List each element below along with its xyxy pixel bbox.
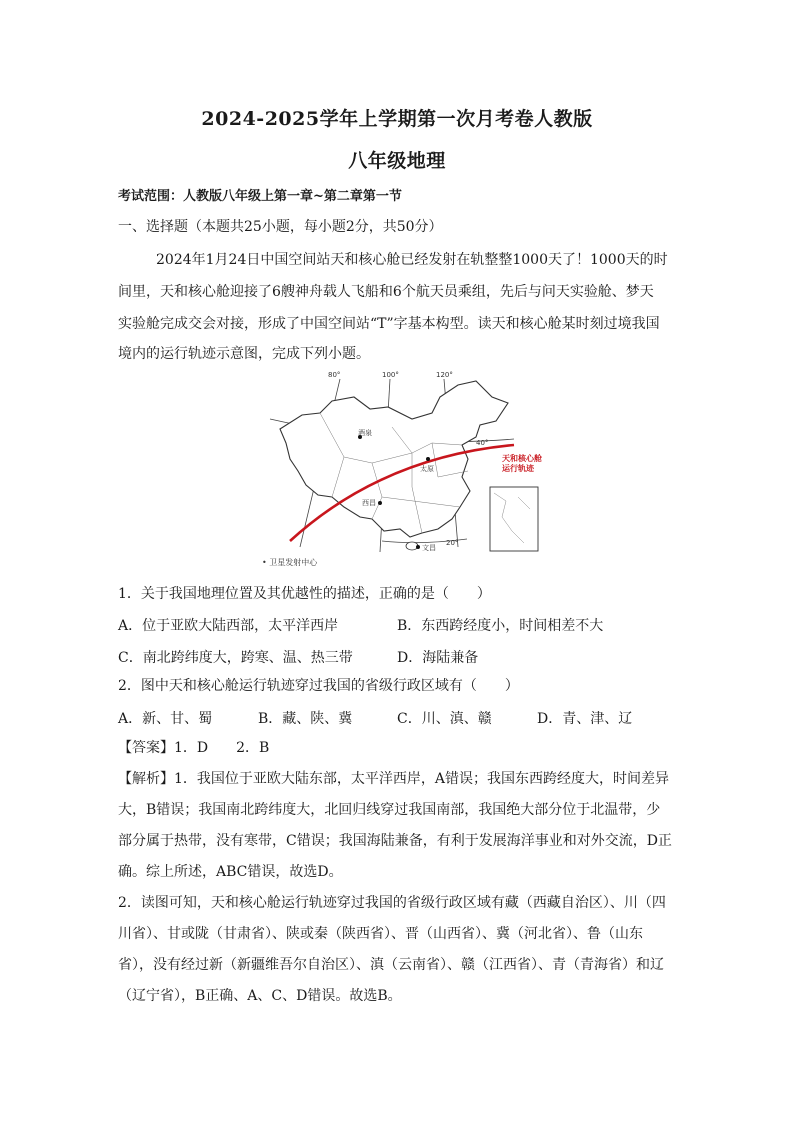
map-legend: • 卫星发射中心 — [262, 558, 318, 567]
launch-center-taiyuan — [426, 457, 430, 461]
q2-option-c[interactable]: C．川、滇、赣 — [397, 711, 492, 727]
orbit-label: 运行轨迹 — [502, 464, 534, 473]
place-label: 酒泉 — [358, 429, 372, 437]
analysis-line: 2．读图可知，天和核心舱运行轨迹穿过我国的省级行政区域有藏（西藏自治区）、川（四 — [118, 895, 666, 911]
analysis-line: 大，B错误；我国南北跨纬度大，北回归线穿过我国南部，我国绝大部分位于北温带，少 — [118, 802, 661, 818]
china-outline — [280, 381, 508, 537]
page-subtitle: 八年级地理 — [348, 150, 446, 172]
lon-label: 120° — [436, 371, 453, 379]
answer-line: 【答案】1．D 2．B — [118, 740, 270, 756]
intro-line: 2024年1月24日中国空间站天和核心舱已经发射在轨整整1000天了！1000天的时 — [156, 252, 668, 268]
q2-option-a[interactable]: A．新、甘、蜀 — [118, 711, 213, 727]
q1-option-c[interactable]: C．南北跨纬度大，跨寒、温、热三带 — [118, 650, 353, 666]
lon-label: 80° — [328, 371, 341, 379]
intro-line: 间里，天和核心舱迎接了6艘神舟载人飞船和6个航天员乘组，先后与问天实验舱、梦天 — [118, 284, 654, 300]
intro-line: 实验舱完成交会对接，形成了中国空间站“T”字基本构型。读天和核心舱某时刻过境我国 — [118, 316, 660, 332]
q1-option-b[interactable]: B．东西跨经度小，时间相差不大 — [397, 618, 604, 634]
q2-option-b[interactable]: B．藏、陕、冀 — [258, 711, 353, 727]
exam-scope: 考试范围：人教版八年级上第一章~第二章第一节 — [118, 189, 402, 204]
china-map — [262, 367, 552, 567]
launch-center-wenchang — [416, 545, 420, 549]
q1-option-a[interactable]: A．位于亚欧大陆西部，太平洋西岸 — [118, 618, 339, 634]
lat-label: 40° — [476, 439, 489, 447]
place-label: 文昌 — [422, 544, 436, 552]
analysis-line: 川省）、甘或陇（甘肃省）、陕或秦（陕西省）、晋（山西省）、冀（河北省）、鲁（山东 — [118, 926, 643, 942]
question-1-stem: 1．关于我国地理位置及其优越性的描述，正确的是（ ） — [118, 586, 491, 602]
q1-option-d[interactable]: D．海陆兼备 — [397, 650, 479, 666]
lat-label: 20° — [446, 539, 459, 547]
place-label: 西昌 — [362, 499, 376, 507]
analysis-line: （辽宁省），B正确、A、C、D错误。故选B。 — [118, 988, 402, 1004]
q2-option-d[interactable]: D．青、津、辽 — [537, 711, 633, 727]
orbit-map-figure — [262, 367, 552, 567]
section-heading: 一、选择题（本题共25小题，每小题2分，共50分） — [118, 219, 443, 235]
place-label: 太原 — [420, 465, 434, 473]
intro-line: 境内的运行轨迹示意图，完成下列小题。 — [118, 346, 370, 362]
launch-center-xichang — [378, 501, 382, 505]
south-sea-inset — [490, 487, 538, 551]
analysis-line: 部分属于热带，没有寒带，C错误；我国海陆兼备，有利于发展海洋事业和对外交流，D正 — [118, 833, 672, 849]
hainan-island — [406, 542, 418, 550]
question-2-stem: 2．图中天和核心舱运行轨迹穿过我国的省级行政区域有（ ） — [118, 678, 519, 694]
analysis-line: 【解析】1．我国位于亚欧大陆东部，太平洋西岸，A错误；我国东西跨经度大，时间差异 — [118, 771, 670, 787]
lon-label: 100° — [382, 371, 399, 379]
analysis-line: 省），没有经过新（新疆维吾尔自治区）、滇（云南省）、赣（江西省）、青（青海省）和辽 — [118, 957, 664, 973]
page-title: 2024-2025学年上学期第一次月考卷人教版 — [201, 108, 593, 130]
analysis-line: 确。综上所述，ABC错误，故选D。 — [118, 864, 343, 880]
orbit-label: 天和核心舱 — [502, 454, 542, 463]
